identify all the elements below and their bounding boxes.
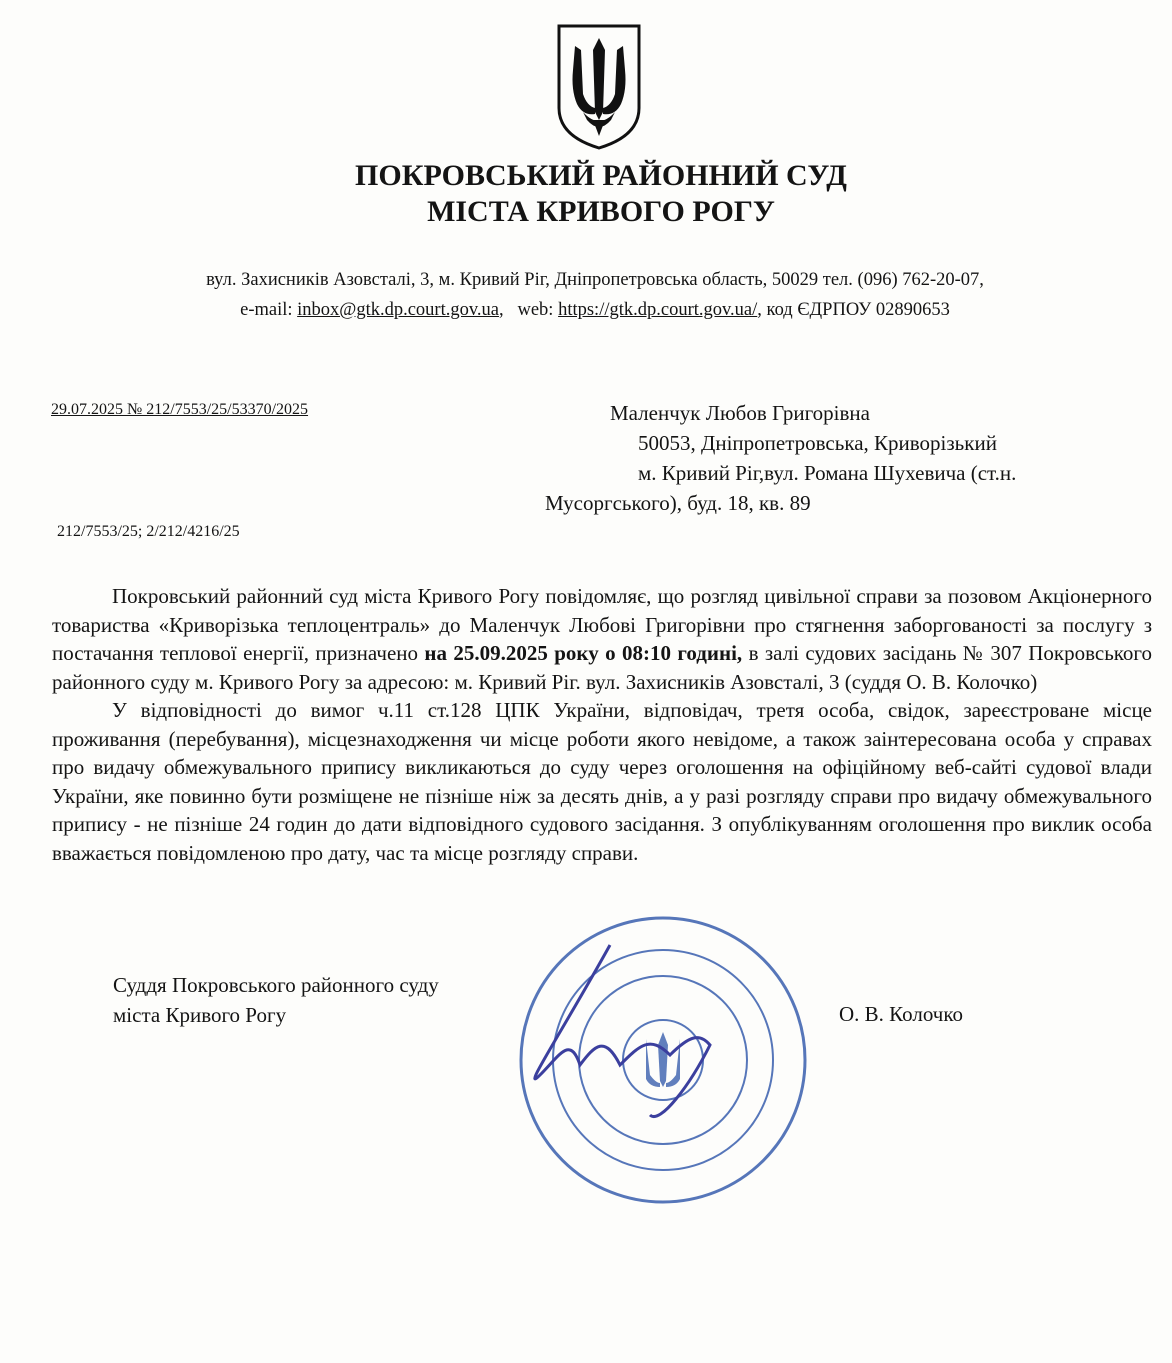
signature-name: О. В. Колочко <box>839 1002 963 1026</box>
email-link[interactable]: inbox@gtk.dp.court.gov.ua <box>297 300 499 320</box>
court-seal <box>500 915 830 1215</box>
notice-paragraph-2: У відповідності до вимог ч.11 ст.128 ЦПК України, відповідач, третя особа, свідок, зареєстроване місце проживання (перебування), місцезнаходження чи місце роботи якого невідоме, а також заінтересована особа у справах про видачу обмежувального припису викликаються до суду через оголошення на офіційному веб-сайті судової влади України, яке повинно бути розміщене не пізніше ніж за десять днів, а у разі розгляду справи про видачу обмежувального припису - не пізніше 24 годин до дати відповідного судового засідання. З опублікуванням оголошення про виклик особа вважається повідомленою про дату, час та місце розгляду справи. <box>52 698 1152 865</box>
recipient-address-line2: м. Кривий Ріг,вул. Романа Шухевича (ст.н. <box>638 461 1017 485</box>
court-name-line1: ПОКРОВСЬКИЙ РАЙОННИЙ СУД <box>355 159 847 192</box>
judge-signature <box>535 945 710 1117</box>
recipient-address-line1: 50053, Дніпропетровська, Криворізький <box>638 431 997 455</box>
court-name <box>0 158 1172 230</box>
notice-body <box>52 582 1152 867</box>
signature-title-line2: міста Кривого Рогу <box>113 1003 287 1027</box>
outgoing-number: 29.07.2025 № 212/7553/25/53370/2025 <box>51 401 309 418</box>
recipient-address-line3: Мусоргського), буд. 18, кв. 89 <box>545 491 811 515</box>
notice-paragraph-1 <box>52 582 1152 696</box>
signature-title <box>113 970 439 1030</box>
coat-of-arms-icon <box>553 20 645 152</box>
court-name-line2: МІСТА КРИВОГО РОГУ <box>427 195 775 228</box>
court-contacts <box>40 265 1150 325</box>
web-link[interactable]: https://gtk.dp.court.gov.ua/ <box>558 300 758 320</box>
court-address: вул. Захисників Азовсталі, 3, м. Кривий Ріг, Дніпропетровська область, 50029 тел. (096) 762-20-07, <box>206 270 984 290</box>
notice-p1-text: Покровський районний суд міста Кривого Рогу повідомляє, що розгляд цивільної справи за позовом Акціонерного товариства «Криворізька теплоцентраль» до Маленчук Любові Григорівни про стягнення заборгованості за послугу з постачання теплової енергії, призначено <box>52 584 1152 665</box>
recipient-name: Маленчук Любов Григорівна <box>610 401 870 425</box>
email-label: e-mail: <box>240 300 298 320</box>
recipient-block <box>545 398 1016 518</box>
court-contacts-line2: e-mail: inbox@gtk.dp.court.gov.ua, web: https://gtk.dp.court.gov.ua/, код ЄДРПОУ 02890653 <box>240 300 950 320</box>
case-reference: 212/7553/25; 2/212/4216/25 <box>57 523 240 540</box>
signature-title-line1: Суддя Покровського районного суду <box>113 973 439 997</box>
edrpou-code: , код ЄДРПОУ 02890653 <box>757 300 950 320</box>
notice-p1-end: в залі судових засідань № 307 Покровського районного суду м. Кривого Рогу за адресою: м. Кривий Ріг. вул. Захисників Азовсталі, 3 (суддя О. В. Колочко) <box>52 641 1152 694</box>
web-label: web: <box>517 300 559 320</box>
hearing-datetime: на 25.09.2025 року о 08:10 годині, <box>424 641 743 665</box>
